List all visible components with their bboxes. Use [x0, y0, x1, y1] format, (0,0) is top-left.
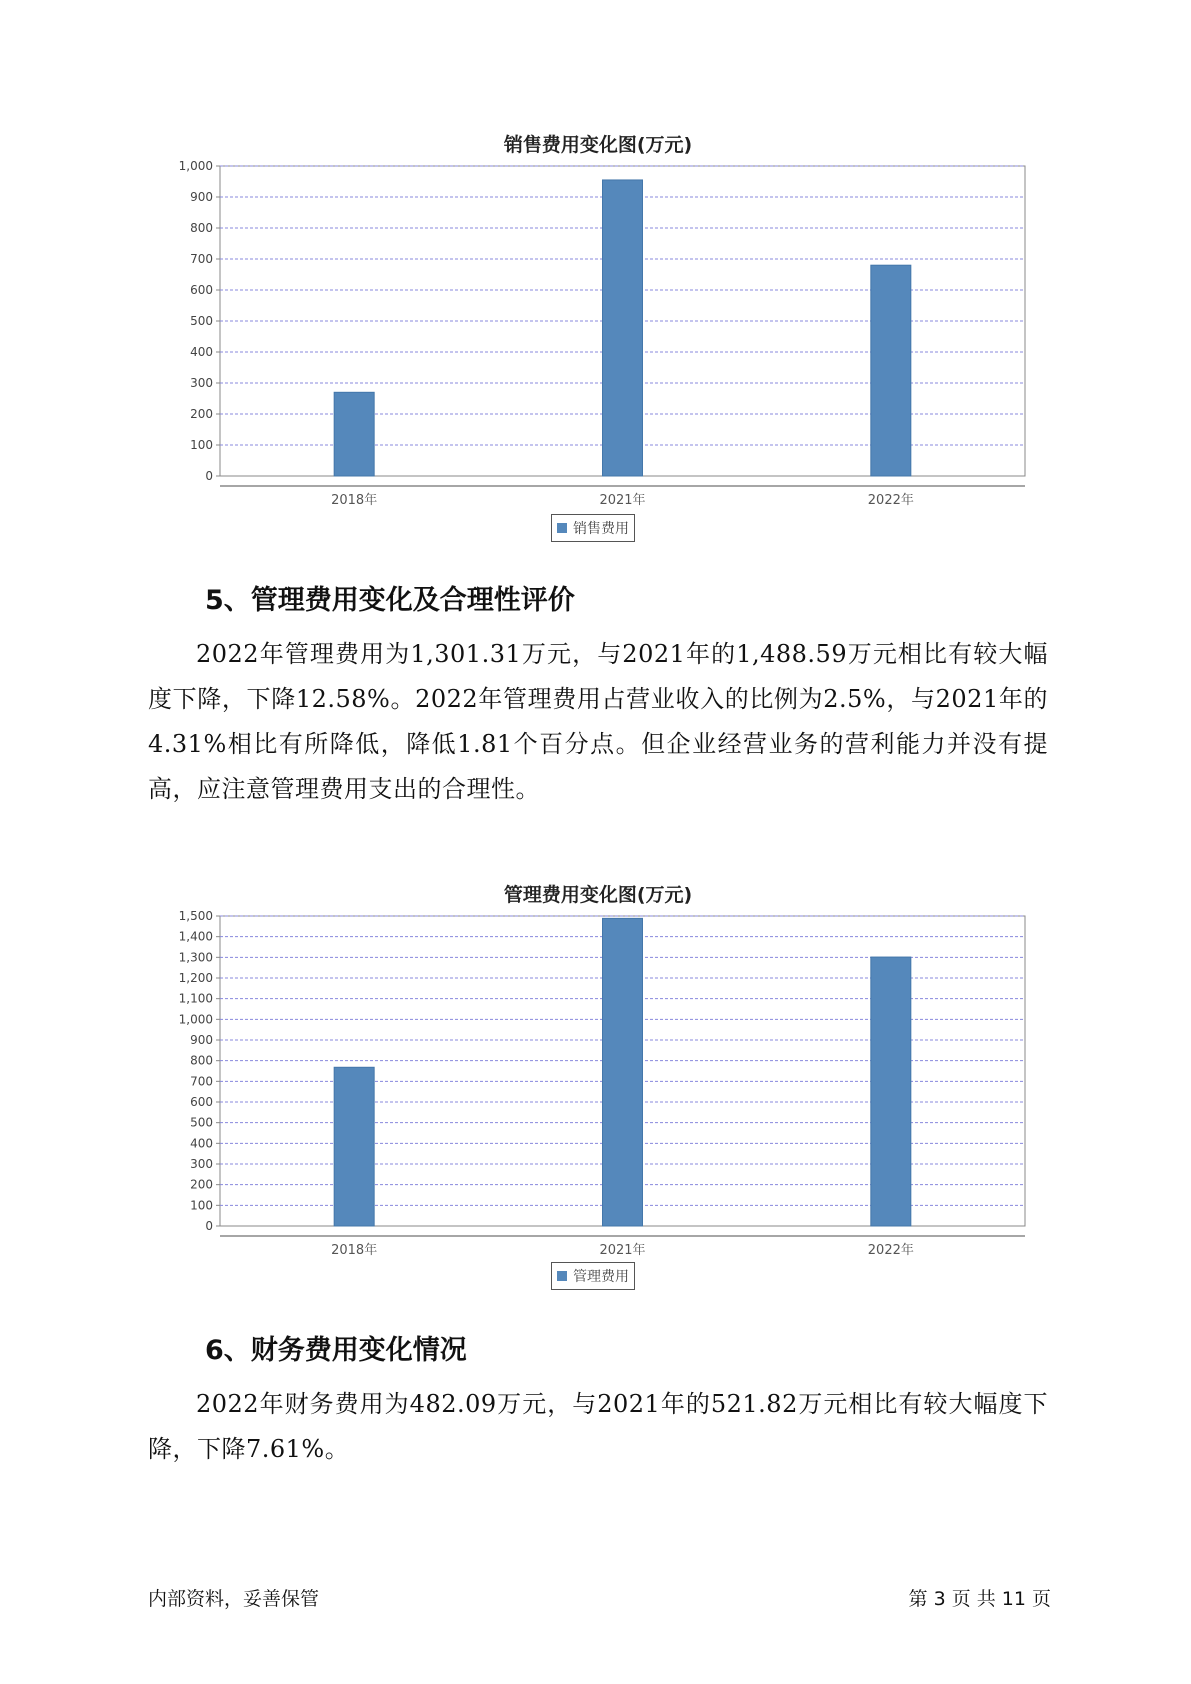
y-tick-label: 800	[190, 221, 213, 235]
section-heading: 5、管理费用变化及合理性评价	[205, 585, 575, 616]
bar	[603, 918, 643, 1226]
legend-label: 销售费用	[573, 521, 629, 537]
x-tick-label: 2021年	[599, 493, 646, 508]
y-tick-label: 100	[190, 1198, 213, 1213]
legend-label: 管理费用	[573, 1269, 629, 1285]
bar	[334, 1067, 374, 1226]
y-tick-label: 0	[205, 1219, 213, 1233]
y-tick-label: 600	[190, 283, 213, 297]
chart-legend	[551, 514, 635, 542]
chart-plot	[148, 906, 1048, 1266]
x-tick-label: 2022年	[867, 493, 914, 508]
y-tick-label: 600	[190, 1095, 213, 1109]
admin-expense-chart	[148, 880, 1048, 1300]
x-tick-label: 2018年	[331, 493, 378, 508]
y-tick-label: 1,000	[178, 159, 213, 173]
bar	[871, 265, 911, 476]
y-tick-label: 100	[190, 438, 213, 452]
y-tick-label: 700	[190, 252, 213, 266]
y-tick-label: 1,200	[178, 971, 213, 985]
section-paragraph: 2022年管理费用为1,301.31万元，与2021年的1,488.59万元相比有较大幅度下降，下降12.58%。2022年管理费用占营业收入的比例为2.5%，与2021年的4.31%相比有所降低，降低1.81个百分点。但企业经营业务的营利能力并没有提高，应注意管理费用支出的合理性。	[148, 640, 1048, 803]
legend-swatch	[557, 523, 567, 533]
y-tick-label: 300	[190, 1157, 213, 1171]
section-paragraph: 2022年财务费用为482.09万元，与2021年的521.82万元相比有较大幅度下降，下降7.61%。	[148, 1390, 1048, 1463]
section-heading: 6、财务费用变化情况	[205, 1335, 467, 1366]
sales-expense-chart	[148, 130, 1048, 550]
y-tick-label: 1,000	[178, 1012, 213, 1027]
bar	[603, 180, 643, 476]
y-tick-label: 1,100	[178, 991, 213, 1006]
y-tick-label: 400	[190, 345, 213, 359]
y-tick-label: 1,300	[178, 950, 213, 965]
x-tick-label: 2021年	[599, 1243, 646, 1258]
y-tick-label: 900	[190, 190, 213, 204]
y-tick-label: 1,500	[178, 909, 213, 923]
y-tick-label: 400	[190, 1136, 213, 1151]
y-tick-label: 800	[190, 1053, 213, 1068]
y-tick-label: 900	[190, 1033, 213, 1047]
chart-title: 管理费用变化图(万元)	[503, 884, 693, 906]
footer-page-number: 第 3 页 共 11 页	[908, 1588, 1051, 1610]
x-tick-label: 2022年	[867, 1243, 914, 1258]
chart-legend	[551, 1262, 635, 1290]
y-tick-label: 1,400	[178, 929, 213, 944]
y-tick-label: 200	[190, 407, 213, 421]
y-tick-label: 0	[205, 469, 213, 483]
y-tick-label: 500	[190, 1115, 213, 1130]
bar	[871, 957, 911, 1226]
y-tick-label: 300	[190, 376, 213, 390]
x-tick-label: 2018年	[331, 1243, 378, 1258]
legend-swatch	[557, 1271, 567, 1281]
chart-title: 销售费用变化图(万元)	[503, 134, 693, 156]
footer-left: 内部资料，妥善保管	[148, 1588, 320, 1610]
y-tick-label: 500	[190, 314, 213, 328]
y-tick-label: 700	[190, 1074, 213, 1089]
bar	[334, 392, 374, 476]
chart-plot	[148, 156, 1048, 516]
y-tick-label: 200	[190, 1177, 213, 1192]
